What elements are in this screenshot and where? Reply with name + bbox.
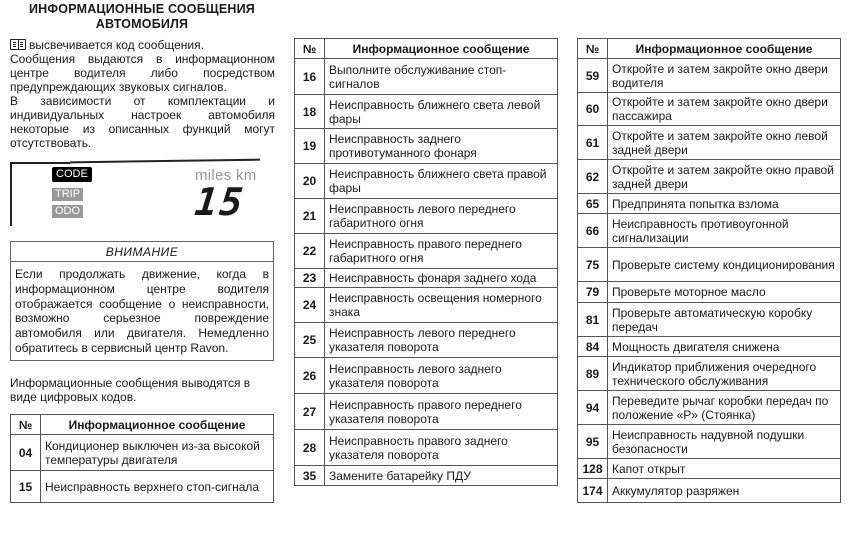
message-code: 84 — [578, 337, 608, 357]
intro-paragraph-1: Сообщения выдаются в информационном центре водителя либо посредством предупреждающих звуковых сигналов. — [10, 52, 275, 94]
message-code: 16 — [295, 59, 325, 95]
message-text: Неисправность левого заднего указателя поворота — [325, 358, 558, 394]
message-text: Индикатор приближения очередного технического обслуживания — [608, 357, 841, 391]
header-num: № — [295, 39, 325, 59]
header-msg: Информационное сообщение — [325, 39, 558, 59]
message-text: Кондиционер выключен из-за высокой температуры двигателя — [41, 435, 274, 471]
table-header-row — [578, 39, 841, 59]
warning-box — [10, 241, 274, 361]
page-title-line1: ИНФОРМАЦИОННЫЕ СООБЩЕНИЯ — [29, 2, 255, 16]
message-code: 21 — [295, 199, 325, 234]
table-row — [295, 323, 558, 358]
display-frame — [10, 162, 12, 226]
message-code: 20 — [295, 164, 325, 199]
message-code: 94 — [578, 391, 608, 425]
message-code: 23 — [295, 269, 325, 288]
message-code: 128 — [578, 459, 608, 479]
table-row — [295, 288, 558, 323]
message-table-2 — [294, 38, 558, 486]
table-row — [578, 303, 841, 337]
table-row — [578, 214, 841, 248]
message-table-3 — [577, 38, 841, 503]
table-row — [578, 479, 841, 503]
message-code: 04 — [11, 435, 41, 471]
table-row — [578, 357, 841, 391]
message-code: 95 — [578, 425, 608, 459]
outro-text: Информационные сообщения выводятся в виде цифровых кодов. — [10, 376, 251, 404]
message-code: 61 — [578, 126, 608, 160]
message-text: Неисправность правого переднего габаритного огня — [325, 234, 558, 269]
page-title — [10, 2, 274, 32]
table-header-row — [11, 415, 274, 435]
table-row — [578, 337, 841, 357]
table-row — [295, 95, 558, 129]
message-text: Неисправность заднего противотуманного фонаря — [325, 129, 558, 164]
message-text: Откройте и затем закройте окно правой задней двери — [608, 160, 841, 194]
intro-paragraph-2: В зависимости от комплектации и индивидуальных настроек автомобиля некоторые из описанных функций могут отсутствовать. — [10, 94, 275, 150]
message-text: Проверьте автоматическую коробку передач — [608, 303, 841, 337]
message-text: Неисправность противоугонной сигнализации — [608, 214, 841, 248]
message-code: 66 — [578, 214, 608, 248]
message-code: 27 — [295, 394, 325, 430]
message-text: Неисправность правого переднего указателя поворота — [325, 394, 558, 430]
message-code: 26 — [295, 358, 325, 394]
message-text: Неисправность правого заднего указателя поворота — [325, 430, 558, 466]
header-msg: Информационное сообщение — [41, 415, 274, 435]
message-code: 81 — [578, 303, 608, 337]
header-num: № — [578, 39, 608, 59]
table-row — [578, 391, 841, 425]
intro-icon-suffix: высвечивается код сообщения. — [29, 38, 204, 52]
table-row — [578, 93, 841, 126]
message-text: Капот открыт — [608, 459, 841, 479]
table-row — [578, 459, 841, 479]
table-row — [295, 164, 558, 199]
message-code: 75 — [578, 248, 608, 282]
message-text: Замените батарейку ПДУ — [325, 466, 558, 486]
warning-title: ВНИМАНИЕ — [11, 242, 273, 262]
message-text: Мощность двигателя снижена — [608, 337, 841, 357]
intro-icon-line — [10, 38, 275, 52]
message-text: Неисправность освещения номерного знака — [325, 288, 558, 323]
message-text: Неисправность верхнего стоп-сигнала — [41, 471, 274, 503]
page-title-line2: АВТОМОБИЛЯ — [95, 17, 189, 31]
message-code: 28 — [295, 430, 325, 466]
table-row — [578, 282, 841, 303]
message-code: 65 — [578, 194, 608, 214]
message-text: Переведите рычаг коробки передач по положение «P» (Стоянка) — [608, 391, 841, 425]
table-row — [578, 248, 841, 282]
message-text: Неисправность фонаря заднего хода — [325, 269, 558, 288]
message-code: 89 — [578, 357, 608, 391]
message-text: Неисправность надувной подушки безопасности — [608, 425, 841, 459]
message-code: 59 — [578, 59, 608, 93]
message-text: Откройте и затем закройте окно левой задней двери — [608, 126, 841, 160]
message-text: Неисправность левого переднего указателя поворота — [325, 323, 558, 358]
message-code: 25 — [295, 323, 325, 358]
table-header-row — [295, 39, 558, 59]
header-msg: Информационное сообщение — [608, 39, 841, 59]
trip-indicator: TRIP — [52, 188, 83, 201]
message-text: Аккумулятор разряжен — [608, 479, 841, 503]
message-text: Откройте и затем закройте окно двери водителя — [608, 59, 841, 93]
odo-indicator: ODO — [52, 205, 83, 218]
message-text: Проверьте систему кондиционирования — [608, 248, 841, 282]
table-row — [295, 358, 558, 394]
table-row — [295, 234, 558, 269]
table-row — [578, 59, 841, 93]
message-code: 19 — [295, 129, 325, 164]
message-text: Проверьте моторное масло — [608, 282, 841, 303]
table-row — [295, 466, 558, 486]
intro-text — [10, 38, 275, 150]
message-code: 79 — [578, 282, 608, 303]
table-row — [578, 126, 841, 160]
message-code: 35 — [295, 466, 325, 486]
table-row — [578, 194, 841, 214]
message-code: 22 — [295, 234, 325, 269]
table-row — [295, 394, 558, 430]
display-code-value: 15 — [192, 180, 248, 224]
table-row — [578, 160, 841, 194]
table-row — [11, 435, 274, 471]
table-row — [11, 471, 274, 503]
header-num: № — [11, 415, 41, 435]
table-row — [295, 59, 558, 95]
book-icon — [10, 39, 26, 50]
message-text: Предпринята попытка взлома — [608, 194, 841, 214]
display-frame-top — [10, 162, 70, 164]
code-indicator: CODE — [52, 167, 92, 182]
message-text: Неисправность ближнего света левой фары — [325, 95, 558, 129]
table-row — [295, 199, 558, 234]
table-row — [295, 269, 558, 288]
message-text: Неисправность левого переднего габаритного огня — [325, 199, 558, 234]
warning-text: Если продолжать движение, когда в информационном центре водителя отображается сообщение о неисправности, возможно серьезное повреждение автомобиля или двигателя. Немедленно обратитесь в сервисный центр Ravon. — [15, 267, 269, 355]
message-text: Неисправность ближнего света правой фары — [325, 164, 558, 199]
message-code: 60 — [578, 93, 608, 126]
table-row — [578, 425, 841, 459]
display-frame-top-right — [70, 159, 260, 164]
table-row — [295, 129, 558, 164]
message-code: 18 — [295, 95, 325, 129]
message-table-1 — [10, 414, 274, 503]
instrument-display — [10, 158, 260, 232]
message-code: 24 — [295, 288, 325, 323]
table-row — [295, 430, 558, 466]
message-text: Выполните обслуживание стоп-сигналов — [325, 59, 558, 95]
message-code: 174 — [578, 479, 608, 503]
message-code: 62 — [578, 160, 608, 194]
units-label: miles km — [195, 167, 257, 184]
message-text: Откройте и затем закройте окно двери пассажира — [608, 93, 841, 126]
message-code: 15 — [11, 471, 41, 503]
